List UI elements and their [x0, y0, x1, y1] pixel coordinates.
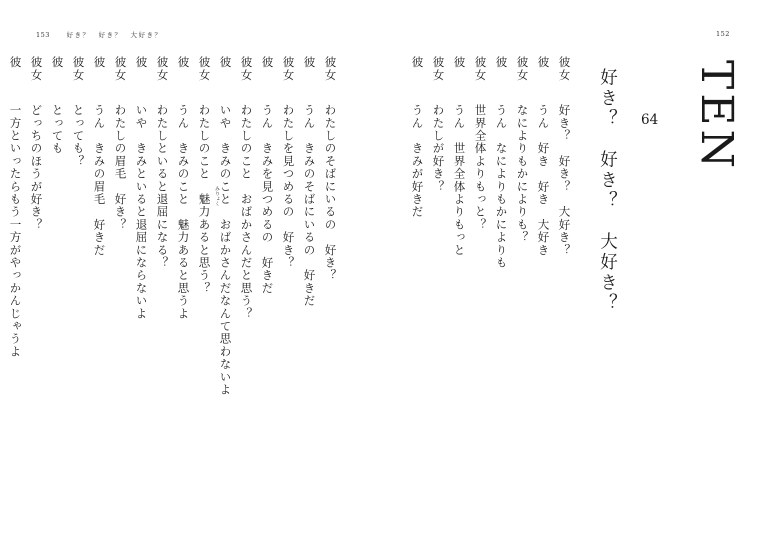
dialogue-line: うん 好き 好き 大好き [536, 104, 551, 257]
left-page-number: 153 [36, 31, 50, 39]
speaker-label: 彼 [176, 56, 191, 69]
dialogue-line: わたしの眉毛 好き？ [113, 104, 128, 231]
speaker-label: 彼 [218, 56, 233, 69]
dialogue-line: うん きみのこと 魅力あると思うよ [176, 104, 191, 320]
speaker-label: 彼 [50, 56, 65, 69]
speaker-label: 彼 [452, 56, 467, 69]
speaker-label: 彼 [494, 56, 509, 69]
speaker-label: 彼 [536, 56, 551, 69]
dialogue-line: うん 世界全体よりもっと [452, 104, 467, 257]
speaker-label: 彼女 [197, 56, 212, 82]
dialogue-line: わたしといると退屈になる？ [155, 104, 170, 270]
dialogue-line: うん きみのそばにいるの 好きだ [302, 104, 317, 308]
dialogue-line: わたしのこと おばかさんだと思う？ [239, 104, 254, 320]
chapter-title-english: TEN [691, 60, 742, 172]
dialogue-line: うん きみの眉毛 好きだ [92, 104, 107, 257]
speaker-label: 彼女 [323, 56, 338, 82]
speaker-label: 彼女 [71, 56, 86, 82]
dialogue-line: わたしを見つめるの 好き？ [281, 104, 296, 270]
dialogue-line: どっちのほうが好き？ [29, 104, 44, 231]
chapter-number: 64 [641, 112, 659, 128]
dialogue-line: 世界全体よりもっと？ [473, 104, 488, 231]
dialogue-line: うん なによりもかによりも [494, 104, 509, 270]
dialogue-line: わたしが好き？ [431, 104, 446, 193]
dialogue-line: うん きみを見つめるの 好きだ [260, 104, 275, 295]
speaker-label: 彼女 [113, 56, 128, 82]
dialogue-line: いや きみといると退屈にならないよ [134, 104, 149, 320]
speaker-label: 彼女 [473, 56, 488, 82]
speaker-label: 彼女 [29, 56, 44, 82]
right-page-number: 152 [716, 30, 730, 38]
dialogue-line: とっても [50, 104, 65, 155]
dialogue-line: わたしのこと 魅力あると思う？ [197, 104, 212, 295]
speaker-label: 彼 [8, 56, 23, 69]
speaker-label: 彼 [302, 56, 317, 69]
speaker-label: 彼 [134, 56, 149, 69]
speaker-label: 彼 [410, 56, 425, 69]
chapter-title-japanese: 好き？ 好き？ 大好き？ [597, 68, 618, 314]
dialogue-line: わたしのそばにいるの 好き？ [323, 104, 338, 282]
dialogue-line: とっても？ [71, 104, 86, 168]
speaker-label: 彼 [260, 56, 275, 69]
speaker-label: 彼女 [515, 56, 530, 82]
dialogue-line: 好き？ 好き？ 大好き？ [557, 104, 572, 257]
speaker-label: 彼女 [155, 56, 170, 82]
ruby-annotation: みりょく [214, 186, 220, 206]
speaker-label: 彼 [92, 56, 107, 69]
left-running-head [36, 30, 163, 39]
speaker-label: 彼女 [557, 56, 572, 82]
running-title: 好き？ 好き？ 大好き？ [66, 31, 163, 39]
speaker-label: 彼女 [239, 56, 254, 82]
speaker-label: 彼女 [431, 56, 446, 82]
dialogue-line: 一方といったらもう一方がやっかんじゃうよ [8, 104, 23, 358]
speaker-label: 彼女 [281, 56, 296, 82]
dialogue-line: なによりもかによりも？ [515, 104, 530, 244]
dialogue-line: うん きみが好きだ [410, 104, 425, 219]
dialogue-line: いや きみのこと おばかさんだなんて思わないよ [218, 104, 233, 397]
